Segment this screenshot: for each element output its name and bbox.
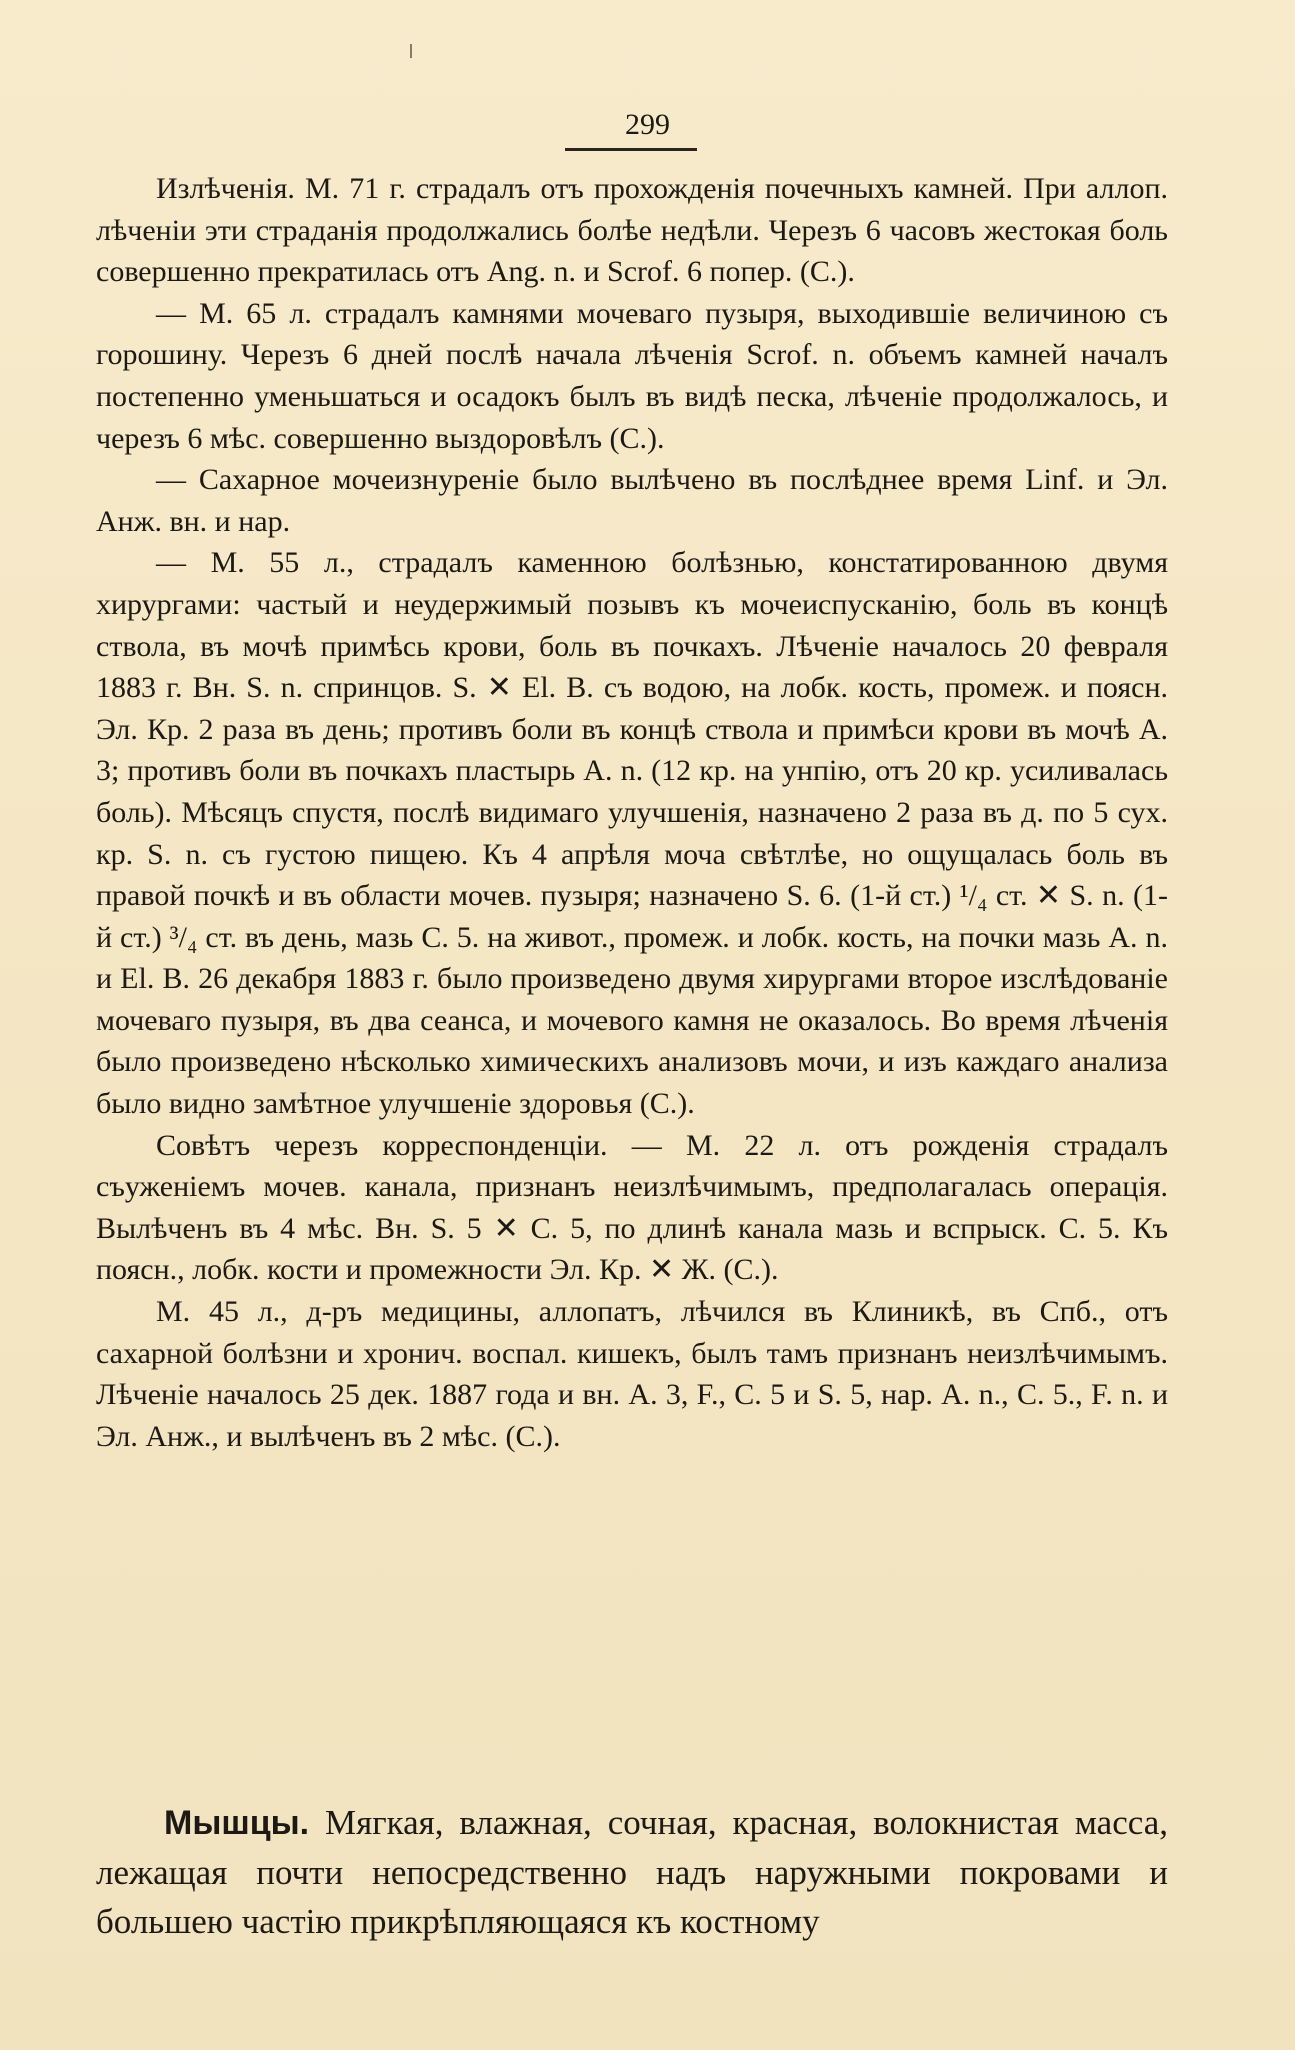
section-muscles [96, 1798, 1168, 1946]
paragraph-case-6: М. 45 л., д-ръ медицины, аллопатъ, лѣчился въ Клиникѣ, въ Спб., отъ сахарной болѣзни и хронич. воспал. кишекъ, былъ тамъ признанъ неизлѣчимымъ. Лѣченіе началось 25 дек. 1887 года и вн. А. 3, F., С. 5 и S. 5, нар. А. n., С. 5., F. n. и Эл. Анж., и вылѣченъ въ 2 мѣс. (С.). [96, 1295, 1168, 1453]
paragraph-case-4: — М. 55 л., страдалъ каменною болѣзнью, констатированною двумя хирургами: частый и неудержимый позывъ къ мочеиспусканію, боль въ концѣ ствола, въ мочѣ примѣсь крови, боль въ почкахъ. Лѣченіе началось 20 февраля 1883 г. Вн. S. n. спринцов. S. ✕ El. B. съ водою, на лобк. кость, промеж. и поясн. Эл. Кр. 2 раза въ день; противъ боли въ концѣ ствола и примѣси крови въ мочѣ А. 3; противъ боли въ почкахъ пластырь А. n. (12 кр. на унпію, отъ 20 кр. усиливалась боль). Мѣсяцъ спустя, послѣ видимаго улучшенія, назначено 2 раза въ д. по 5 сух. кр. S. n. съ густою пищею. Къ 4 апрѣля моча свѣтлѣе, но ощущалась боль въ правой почкѣ и въ области мочев. пузыря; назначено S. 6. (1-й ст.) ¹/₄ ст. ✕ S. n. (1-й ст.) ³/₄ ст. въ день, мазь С. 5. на живот., промеж. и лобк. кость, на почки мазь А. n. и El. B. 26 декабря 1883 г. было произведено двумя хирургами второе изслѣдованіе мочеваго пузыря, въ два сеанса, и мочевого камня не оказалось. Во время лѣченія было произведено нѣсколько химическихъ анализовъ мочи, и изъ каждаго анализа было видно замѣтное улучшеніе здоровья (С.). [96, 546, 1168, 1121]
page-number: 299 [625, 108, 670, 141]
margin-mark [410, 44, 412, 58]
paragraph-case-5: Совѣтъ черезъ корреспонденціи. — М. 22 л. отъ рожденія страдалъ съуженіемъ мочев. канала, признанъ неизлѣчимымъ, предполагалась операція. Вылѣченъ въ 4 мѣс. Вн. S. 5 ✕ С. 5, по длинѣ канала мазь и вспрыск. С. 5. Къ поясн., лобк. кости и промежности Эл. Кр. ✕ Ж. (С.). [96, 1128, 1168, 1287]
paragraph-case-1: Излѣченія. М. 71 г. страдалъ отъ прохожденія почечныхъ камней. При аллоп. лѣченіи эти страданія продолжались болѣе недѣли. Черезъ 6 часовъ жестокая боль совершенно прекратилась отъ Ang. n. и Scrof. 6 попер. (С.). [96, 172, 1168, 289]
page-number-rule [565, 148, 697, 151]
section-text: Мягкая, влажная, сочная, красная, волокнистая масса, лежащая почти непосредственно надъ наружными покровами и большею частію прикрѣпляющаяся къ костному [96, 1803, 1168, 1941]
cases-text [96, 168, 1168, 1457]
section-term: Мышцы. [164, 1804, 310, 1842]
section-paragraph [96, 1798, 1168, 1946]
paragraph-case-2: — М. 65 л. страдалъ камнями мочеваго пузыря, выходившіе величиною съ горошину. Черезъ 6 дней послѣ начала лѣченія Scrof. n. объемъ камней началъ постепенно уменьшаться и осадокъ былъ въ видѣ песка, лѣченіе продолжалось, и черезъ 6 мѣс. совершенно выздоровѣлъ (С.). [96, 296, 1168, 455]
paragraph-case-3: — Сахарное мочеизнуреніе было вылѣчено въ послѣднее время Linf. и Эл. Анж. вн. и нар. [96, 463, 1168, 538]
